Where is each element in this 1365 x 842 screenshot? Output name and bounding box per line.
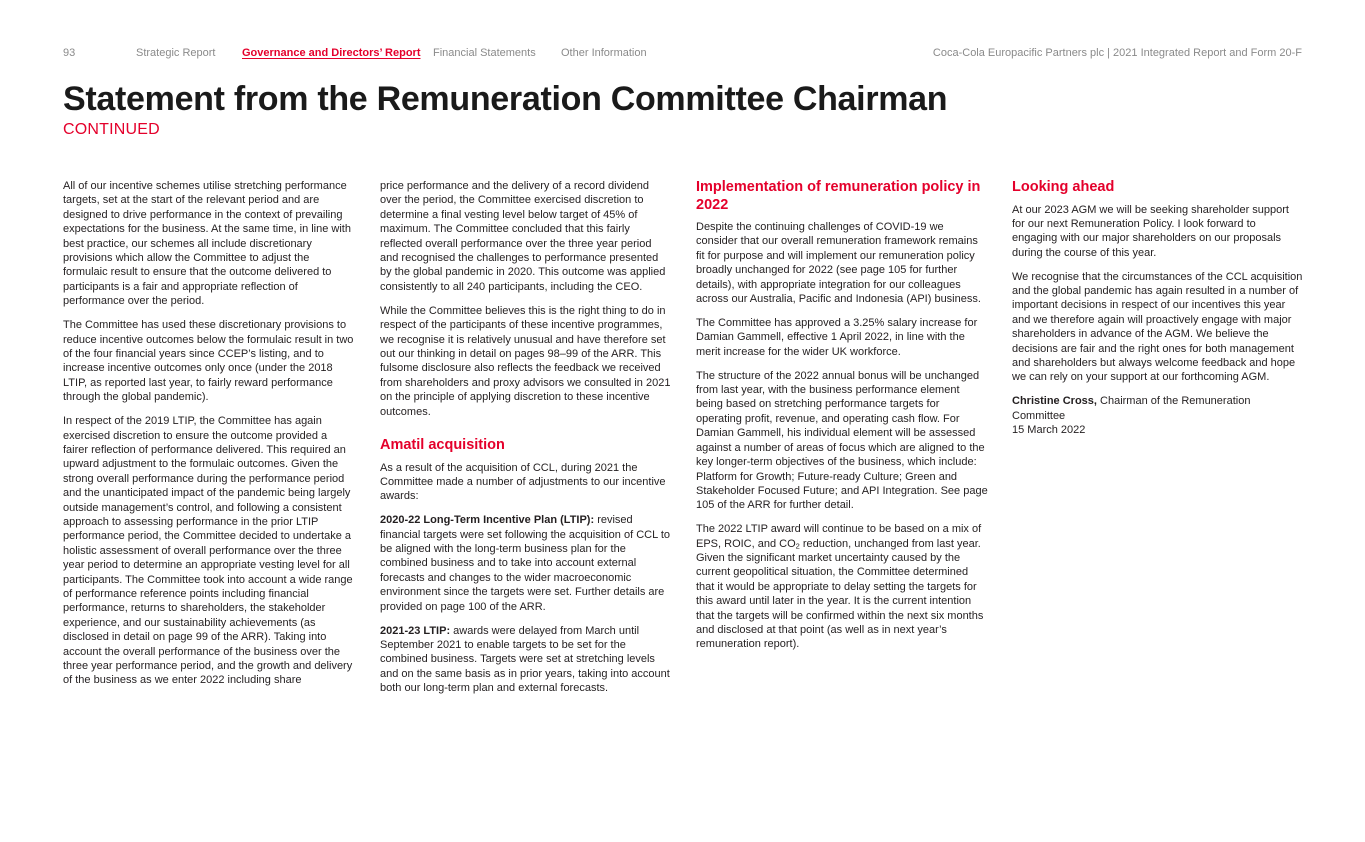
- paragraph: In respect of the 2019 LTIP, the Committee has again exercised discretion to ensure the outcome provided a fairer reflection of performance delivered. This required an upward adjustment to the formulaic outcomes. Given the strong overall performance during the performance period and the unanticipated impact of the pandemic being largely outside management’s control, and following a consistent approach to assessing performance in the prior LTIP performance period, the Committee decided to undertake a holistic assessment of overall performance over the three year period to determine an appropriate vesting level for all participants. The Committee took into account a wide range of performance reference points including financial performance, returns to shareholders, the stakeholder experience, and our sustainability achievements (as disclosed in detail on page 99 of the ARR). Taking into account the overall performance of the business over the three year performance period, and the growth and delivery of the business as we enter 2022 including share: [63, 415, 353, 687]
- paragraph: While the Committee believes this is the right thing to do in respect of the participants of these incentive programmes, we recognise it is relatively unusual and have therefore set out our thinking in detail on pages 98–99 of the ARR. This fulsome disclosure also reflects the feedback we received from shareholders and proxy advisors we consulted in 2021 on the principle of applying discretion to these incentive outcomes.: [380, 304, 671, 418]
- ltip-2020-label: 2020-22 Long-Term Incentive Plan (LTIP):: [380, 514, 595, 527]
- paragraph: The structure of the 2022 annual bonus will be unchanged from last year, with the business performance element being based on stretching performance targets for operating profit, revenue, and operating cash flow. For Damian Gammell, his individual element will be assessed against a number of areas of focus which are aligned to the key longer-term objectives of the business, which include: Platform for Growth; Future-ready Culture; Green and Stakeholder Focused Future; and API Integration. See page 105 of the ARR for further detail.: [696, 369, 988, 512]
- report-title: Coca-Cola Europacific Partners plc | 2021 Integrated Report and Form 20-F: [932, 47, 1302, 59]
- column-4: [1012, 179, 1304, 447]
- paragraph: We recognise that the circumstances of the CCL acquisition and the global pandemic has again resulted in a number of important decisions in respect of our incentives this year and we therefore again will proactively engage with major shareholders in advance of the AGM. We believe the decisions are fair and the right ones for both management and shareholders but always welcome feedback and hope we can rely on your support at our forthcoming AGM.: [1012, 270, 1303, 384]
- section-heading-looking-ahead: Looking ahead: [1012, 179, 1115, 195]
- page-title: Statement from the Remuneration Committee Chairman: [63, 80, 948, 118]
- signer-name: Christine Cross,: [1012, 395, 1097, 408]
- signature-date: 15 March 2022: [1012, 424, 1086, 437]
- nav-other-information[interactable]: Other Information: [561, 47, 647, 59]
- paragraph-ltip-2021: [380, 624, 672, 696]
- nav-financial-statements[interactable]: Financial Statements: [433, 47, 536, 59]
- ltip-2022-text: The 2022 LTIP award will continue to be based on a mix of EPS, ROIC, and CO: [696, 523, 982, 550]
- section-heading-amatil: Amatil acquisition: [380, 437, 505, 453]
- paragraph: The Committee has approved a 3.25% salary increase for Damian Gammell, effective 1 April 2022, in line with the merit increase for the wider UK workforce.: [696, 316, 978, 358]
- nav-strategic-report[interactable]: Strategic Report: [136, 47, 216, 59]
- paragraph-ltip-2022: [696, 522, 988, 652]
- section-heading-implementation: Implementation of remuneration policy in 2022: [696, 179, 981, 213]
- paragraph: price performance and the delivery of a record dividend over the period, the Committee exercised discretion to determine a final vesting level below target of 45% of maximum. The Committee concluded that this fairly reflected overall performance over the three year period and recognised the challenges to performance presented by the global pandemic in 2020. This outcome was applied consistently to all 240 participants, including the CEO.: [380, 180, 666, 293]
- page-number: 93: [63, 47, 76, 59]
- signature-block: [1012, 394, 1304, 437]
- nav-governance-report[interactable]: Governance and Directors’ Report: [242, 47, 421, 59]
- page-header: [63, 47, 1302, 61]
- column-1: [63, 179, 355, 697]
- paragraph: As a result of the acquisition of CCL, during 2021 the Committee made a number of adjustments to our incentive awards:: [380, 461, 666, 503]
- signer-role: Chairman of the Remuneration Committee: [1012, 395, 1251, 422]
- page-subtitle: CONTINUED: [63, 121, 160, 138]
- paragraph: All of our incentive schemes utilise stretching performance targets, set at the start of the relevant period and are designed to drive performance in the context of prevailing expectations for the business. At the same time, in line with best practice, our schemes all include discretionary provisions which allow the Committee to adjust the formulaic result to ensure that the outcome delivered to participants is a fair and appropriate reflection of performance over the period.: [63, 180, 351, 308]
- ltip-2021-text: awards were delayed from March until September 2021 to enable targets to be set for the combined business. Targets were set at stretching levels and on the same basis as in prior years, taking into account both our long-term plan and external forecasts.: [380, 624, 670, 695]
- paragraph: Despite the continuing challenges of COVID-19 we consider that our overall remuneration framework remains fit for purpose and will implement our remuneration policy broadly unchanged for 2022 (see page 105 for further details), with appropriate integration for our colleagues across our Australia, Pacific and Indonesia (API) business.: [696, 221, 981, 306]
- paragraph-ltip-2020: [380, 513, 672, 614]
- column-2: [380, 179, 672, 705]
- paragraph: At our 2023 AGM we will be seeking shareholder support for our next Remuneration Policy. I look forward to engaging with our major shareholders on our proposals during the course of this year.: [1012, 203, 1289, 259]
- ltip-2021-label: 2021-23 LTIP:: [380, 624, 451, 637]
- co2-subscript: 2: [795, 541, 800, 551]
- ltip-2020-text: revised financial targets were set following the acquisition of CCL to be aligned with the long-term business plan for the combined business and to take into account external forecasts and changes to the wider macroeconomic environment since the targets were set. Further details are provided on page 100 of the ARR.: [380, 514, 671, 613]
- ltip-2022-text-cont: reduction, unchanged from last year. Given the significant market uncertainty caused by the current geopolitical situation, the Committee determined that it would be appropriate to delay setting the targets for this award until later in the year. It is the current intention that the targets will be confirmed within the next six months and disclosed at that point (as well as in next year’s remuneration report).: [696, 537, 984, 651]
- paragraph: The Committee has used these discretionary provisions to reduce incentive outcomes below the formulaic result in two of the four financial years since CCEP’s listing, and to increase incentive outcomes only once (under the 2018 LTIP, as reported last year, to fairly reward performance through the global pandemic).: [63, 319, 354, 404]
- column-3: [696, 179, 988, 661]
